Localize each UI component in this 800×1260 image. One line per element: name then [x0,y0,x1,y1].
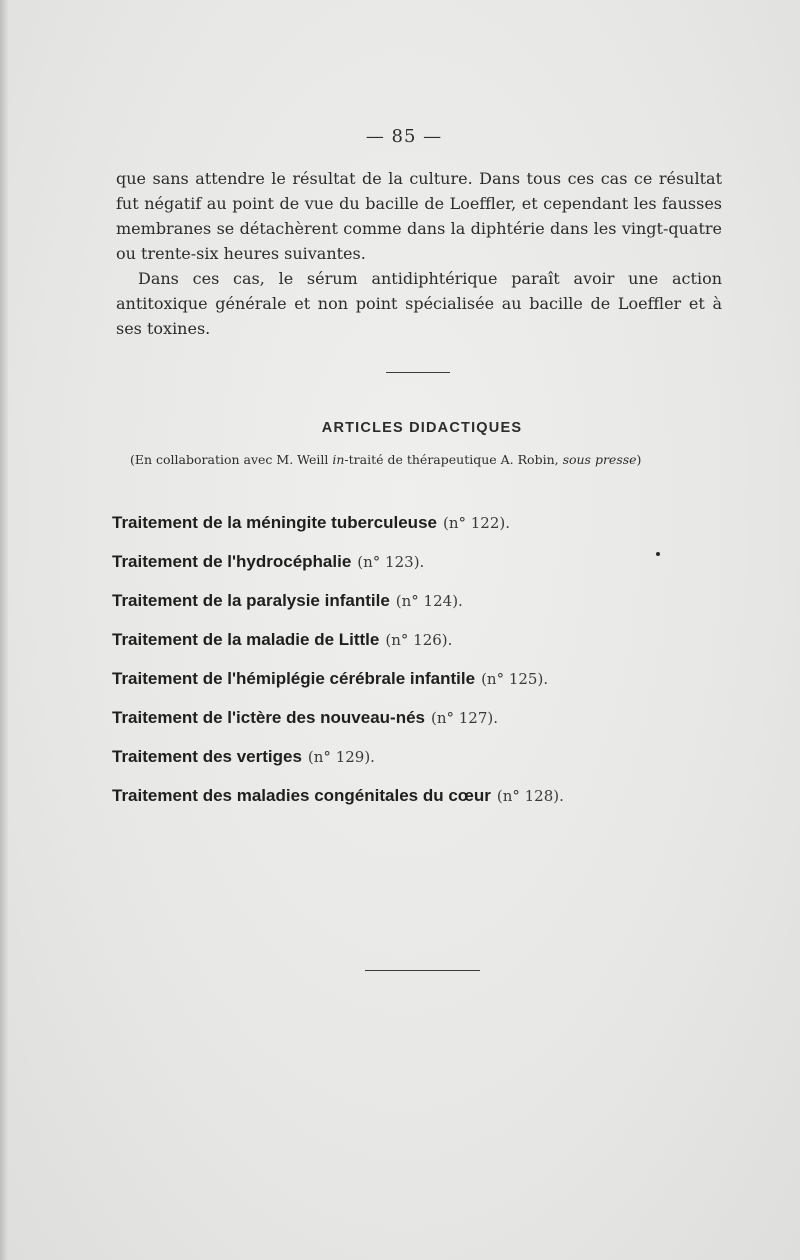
item-title: Traitement des vertiges [112,747,302,766]
list-item [112,746,752,785]
page-number: — 85 — [365,126,443,147]
item-reference: (n° 128). [496,787,564,805]
list-item [112,551,752,590]
paragraph: Dans ces cas, le sérum antidiphtérique paraît avoir une action antitoxique générale et non point spécialisée au bacille de Loeffler et à ses toxines. [116,269,722,338]
list-item [112,512,752,551]
articles-list [112,512,752,824]
section-subtitle [130,452,710,467]
list-item [112,629,752,668]
list-item [112,668,752,707]
item-reference: (n° 129). [307,748,375,766]
ink-speck [656,552,660,556]
item-title: Traitement de l'hydrocéphalie [112,552,352,571]
item-reference: (n° 124). [395,592,463,610]
subtitle-suffix: ) [636,452,642,467]
section-divider [386,372,450,373]
item-title: Traitement de l'hémiplégie cérébrale infantile [112,669,476,688]
body-text [116,166,722,341]
end-divider [365,970,480,971]
item-reference: (n° 126). [385,631,453,649]
subtitle-sous-presse: sous presse [562,452,637,467]
item-title: Traitement de la maladie de Little [112,630,380,649]
list-item [112,707,752,746]
list-item [112,590,752,629]
document-page [8,0,800,1260]
paragraph: que sans attendre le résultat de la culture. Dans tous ces cas ce résultat fut négatif au point de vue du bacille de Loeffler, et cependant les fausses membranes se détachèrent comme dans la diphtérie dans les vingt-quatre ou trente-six heures suivantes. [116,169,722,263]
item-title: Traitement des maladies congénitales du cœur [112,786,491,805]
item-title: Traitement de la paralysie infantile [112,591,390,610]
item-title: Traitement de l'ictère des nouveau-nés [112,708,425,727]
section-title: ARTICLES DIDACTIQUES [321,420,523,436]
item-reference: (n° 127). [430,709,499,727]
item-reference: (n° 123). [357,553,425,571]
item-reference: (n° 125). [481,670,549,688]
list-item [112,785,752,824]
item-reference: (n° 122). [442,514,511,532]
item-title: Traitement de la méningite tuberculeuse [112,513,437,532]
subtitle-prefix: (En collaboration avec M. Weill [130,452,333,467]
subtitle-in: in [332,452,345,467]
subtitle-middle: -traité de thérapeutique A. Robin, [344,452,563,467]
